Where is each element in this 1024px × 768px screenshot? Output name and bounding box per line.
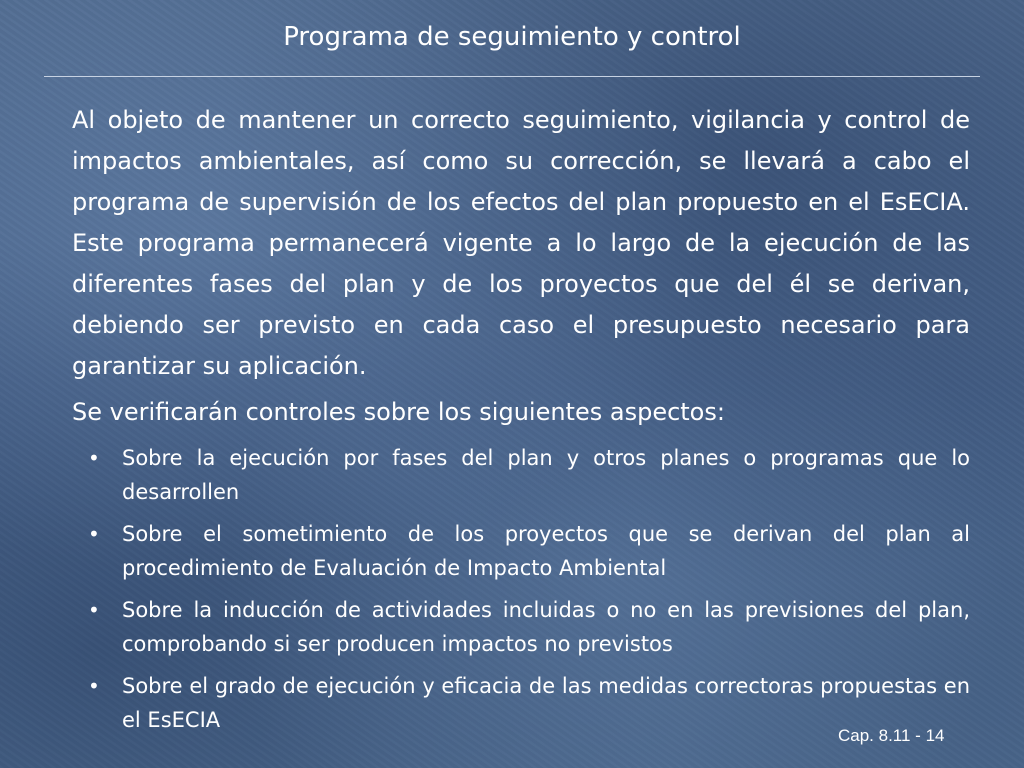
list-item	[72, 593, 970, 661]
slide-number: Cap. 8.11 - 14	[838, 726, 945, 745]
list-item	[72, 441, 970, 509]
list-item-text: Sobre el sometimiento de los proyectos que se derivan del plan al procedimiento de Evaluación de Impacto Ambiental	[122, 522, 970, 580]
body-paragraph: Al objeto de mantener un correcto seguimiento, vigilancia y control de impactos ambientales, así como su corrección, se llevará a cabo el programa de supervisión de los efectos del plan propuesto en el EsECIA. Este programa permanecerá vigente a lo largo de la ejecución de las diferentes fases del plan y de los proyectos que del él se derivan, debiendo ser previsto en cada caso el presupuesto necesario para garantizar su aplicación.	[72, 106, 970, 380]
list-item-text: Sobre la inducción de actividades incluidas o no en las previsiones del plan, comprobando si ser producen impactos no previstos	[122, 598, 970, 656]
bullet-icon: •	[88, 598, 100, 622]
slide-content	[72, 100, 970, 745]
aspects-list	[72, 441, 970, 737]
aspects-intro: Se verificarán controles sobre los siguientes aspectos:	[72, 398, 725, 426]
list-item	[72, 669, 970, 737]
slide-title: Programa de seguimiento y control	[283, 22, 741, 52]
bullet-icon: •	[88, 446, 100, 470]
bullet-icon: •	[88, 674, 100, 698]
list-item	[72, 517, 970, 585]
bullet-icon: •	[88, 522, 100, 546]
title-divider	[44, 76, 980, 77]
list-item-text: Sobre la ejecución por fases del plan y otros planes o programas que lo desarrollen	[122, 446, 970, 504]
list-item-text: Sobre el grado de ejecución y eficacia de las medidas correctoras propuestas en el EsECIA	[122, 674, 970, 732]
